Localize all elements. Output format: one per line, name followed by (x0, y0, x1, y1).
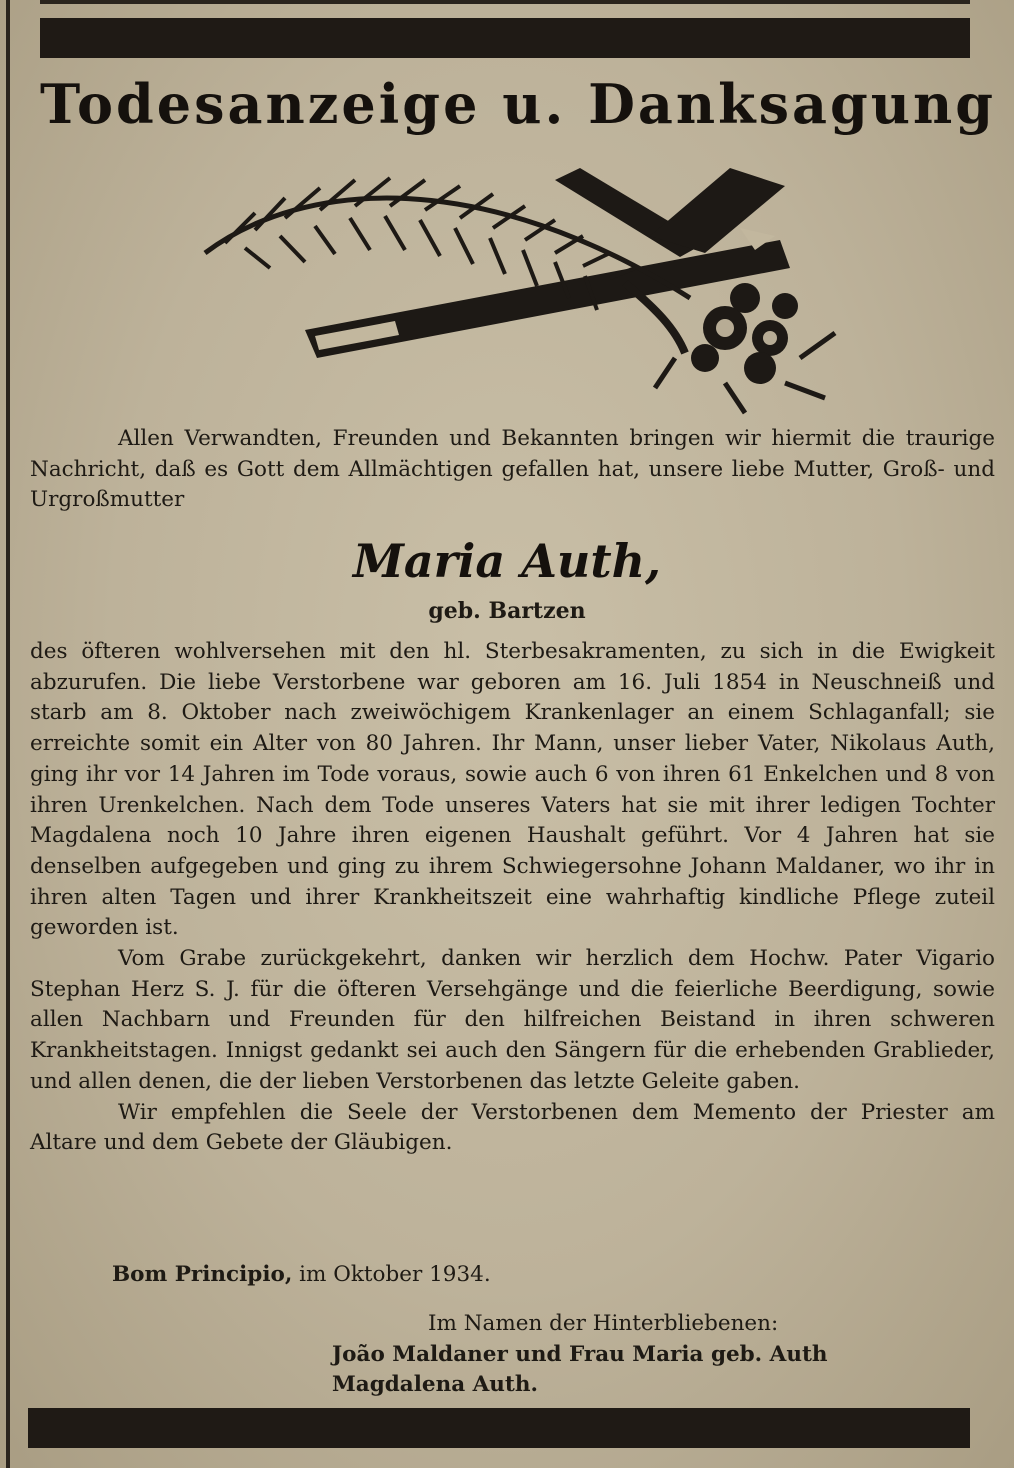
place-name: Bom Principio, (112, 1262, 293, 1287)
paragraph-obituary: des öfteren wohlversehen mit den hl. Sterbesakramenten, zu sich in die Ewigkeit abzurufen. Die liebe Verstorbene war geboren am 16. Juli 1854 in Neuschneiß und starb am 8. Oktober nach zweiwöchigem Krankenlager an einem Schlaganfall; sie erreichte somit ein Alter von 80 Jahren. Ihr Mann, unser lieber Vater, Nikolaus Auth, ging ihr vor 14 Jahren im Tode voraus, sowie auch 6 von ihren 61 Enkelchen und 8 von ihren Urenkelchen. Nach dem Tode unseres Vaters hat sie mit ihrer ledigen Tochter Magdalena noch 10 Jahre ihren eigenen Haushalt geführt. Vor 4 Jahren hat sie denselben aufgegeben und ging zu ihrem Schwiegersohne Johann Maldaner, wo ihr in ihren alten Tagen und ihrer Krankheitszeit eine wahrhaftig kindliche Pflege zuteil geworden ist. (30, 639, 995, 941)
notice-body (30, 637, 995, 1159)
maiden-name: geb. Bartzen (428, 598, 586, 624)
place-date: im Oktober 1934. (292, 1262, 491, 1287)
signature-intro: Im Namen der Hinterbliebenen: (428, 1311, 779, 1336)
signature-line: Magdalena Auth. (332, 1372, 538, 1397)
place-and-date (112, 1262, 712, 1287)
paragraph-thanks: Vom Grabe zurückgekehrt, danken wir herzlich dem Hochw. Pater Vigario Stephan Herz S. J. für die öfteren Versehgänge und die feierliche Beerdigung, sowie allen Nachbarn und Freunden für den hilfreichen Beistand in ihren schweren Krankheitstagen. Innigst gedankt sei auch den Sängern für die erhebenden Grablieder, und allen denen, die der lieben Verstorbenen das letzte Geleite gaben. (30, 946, 995, 1094)
deceased-name: Maria Auth, (352, 534, 662, 588)
left-border-rule (6, 0, 10, 1468)
bottom-black-bar (28, 1408, 970, 1448)
top-edge-rule (40, 0, 970, 4)
cross-with-palm-branch-and-flowers-icon (185, 158, 855, 420)
intro-text: Allen Verwandten, Freunden und Bekannten bringen wir hiermit die traurige Nachricht, daß es Gott dem Allmächtigen gefallen hat, unsere liebe Mutter, Groß- und Urgroßmutter (30, 426, 995, 513)
notice-title: Todesanzeige u. Danksagung (40, 72, 997, 136)
paragraph-memento: Wir empfehlen die Seele der Verstorbenen dem Memento der Priester am Altare und dem Gebete der Gläubigen. (30, 1099, 995, 1156)
top-black-bar (40, 18, 970, 58)
signature-line: João Maldaner und Frau Maria geb. Auth (332, 1342, 828, 1367)
signature-names (332, 1340, 992, 1400)
intro-paragraph (30, 424, 995, 516)
